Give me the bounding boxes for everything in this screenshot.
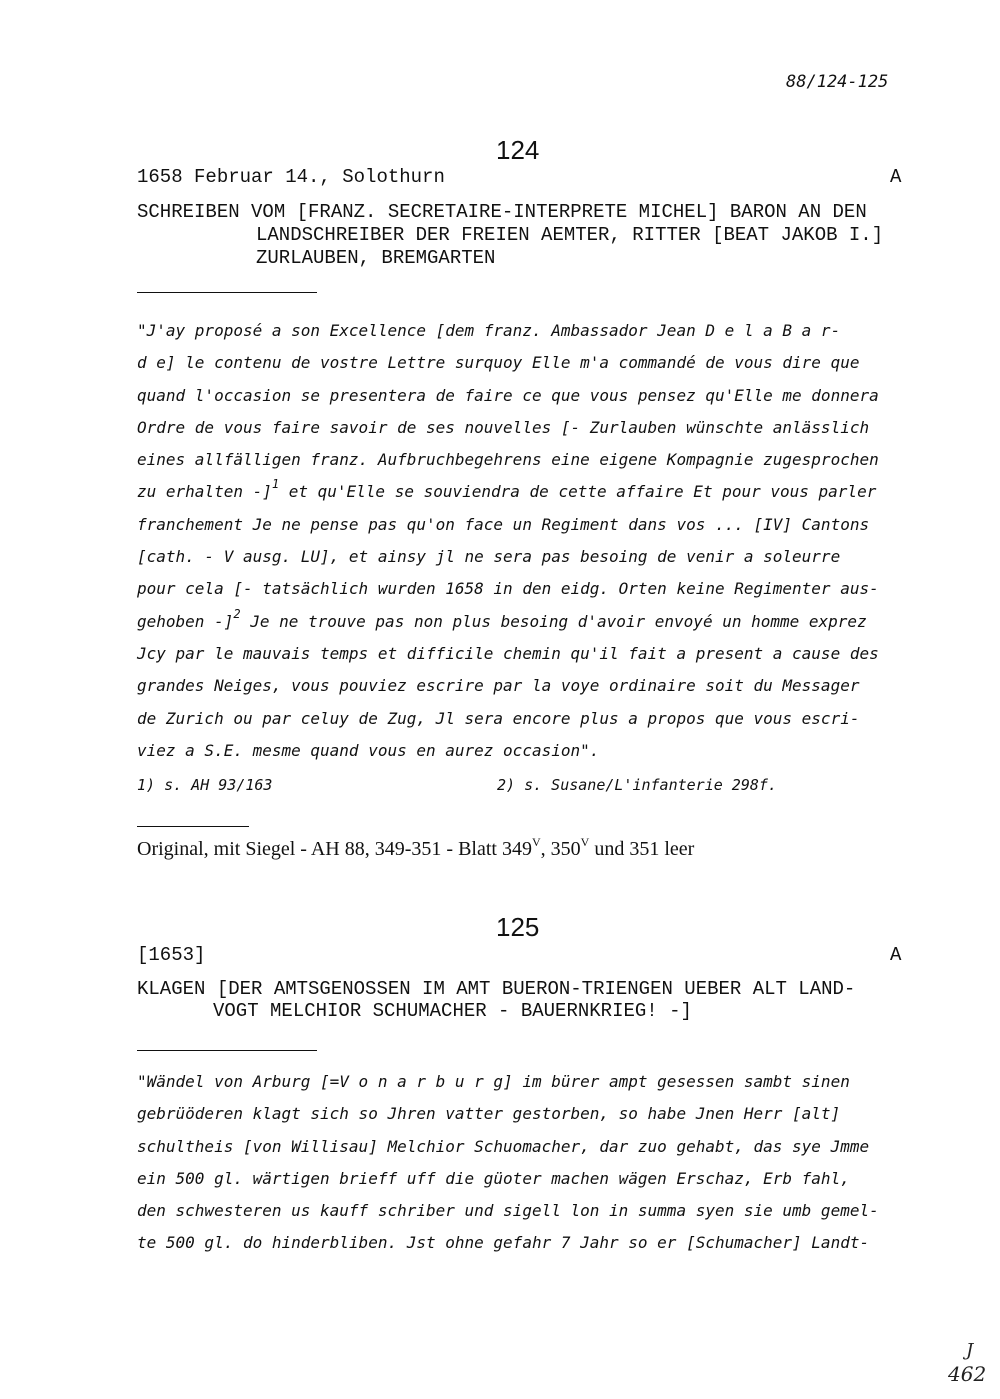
document-body-124 (137, 315, 925, 767)
footnote-marker-2: 2 (233, 606, 241, 621)
document-letter-124: A (890, 166, 902, 188)
body-line: quand l'occasion se presentera de faire ce que vous pensez qu'Elle me donnera (137, 385, 879, 405)
document-date-place-124: 1658 Februar 14., Solothurn (137, 166, 445, 188)
body-line: [cath. - V ausg. LU], et ainsy jl ne sera pas besoing de venir a soleurre (137, 547, 841, 567)
original-suffix: und 351 leer (589, 838, 695, 860)
original-source-note (137, 835, 695, 861)
body-line: Jcy par le mauvais temps et difficile chemin qu'il fait a present a cause des (137, 643, 879, 663)
body-line: Ordre de vous faire savoir de ses nouvelles [- Zurlauben wünschte anlässlich (137, 417, 870, 437)
body-line: te 500 gl. do hinderbliben. Jst ohne gefahr 7 Jahr so er [Schumacher] Landt- (137, 1233, 870, 1253)
body-line: d e] le contenu de vostre Lettre surquoy Elle m'a commandé de vous dire que (137, 353, 860, 373)
body-line: franchement Je ne pense pas qu'on face un Regiment dans vos ... [IV] Cantons (137, 514, 870, 534)
handwritten-page-number: 462 (948, 1362, 987, 1386)
separator-rule-original (137, 826, 249, 827)
regest-line-125-1: KLAGEN [DER AMTSGENOSSEN IM AMT BUERON-TRIENGEN UEBER ALT LAND- (137, 978, 856, 1000)
body-line: schultheis [von Willisau] Melchior Schuomacher, dar zuo gehabt, das sye Jmme (137, 1136, 870, 1156)
body-text-fragment: Je ne trouve pas non plus besoing d'avoir envoyé un homme exprez (240, 611, 867, 631)
body-text-fragment: zu erhalten -] (137, 482, 272, 502)
body-text-fragment: gehoben -] (137, 611, 234, 631)
footnote-2: 2) s. Susane/L'infanterie 298f. (497, 776, 777, 794)
body-line: ein 500 gl. wärtigen brieff uff die güoter machen wägen Erschaz, Erb fahl, (137, 1168, 850, 1188)
body-line: den schwesteren us kauff schriber und sigell lon in summa syen sie umb gemel- (137, 1201, 879, 1221)
document-date-place-125: [1653] (137, 944, 206, 966)
body-line: viez a S.E. mesme quand vous en aurez occasion". (137, 740, 600, 760)
regest-line-124-1: SCHREIBEN VOM [FRANZ. SECRETAIRE-INTERPRETE MICHEL] BARON AN DEN (137, 201, 867, 223)
original-mid: , 350 (540, 838, 581, 860)
body-line: "J'ay proposé a son Excellence [dem franz. Ambassador Jean D e l a B a r- (137, 321, 841, 340)
footnote-1: 1) s. AH 93/163 (137, 776, 273, 794)
verso-mark: V (580, 835, 590, 849)
verso-mark: V (531, 835, 541, 849)
body-line: grandes Neiges, vous pouviez escrire par la voye ordinaire soit du Messager (137, 676, 860, 696)
body-text-fragment: et qu'Elle se souviendra de cette affaire Et pour vous parler (279, 482, 877, 502)
regest-line-124-2: LANDSCHREIBER DER FREIEN AEMTER, RITTER [BEAT JAKOB I.] (256, 224, 884, 246)
body-line (137, 606, 925, 638)
document-letter-125: A (890, 944, 902, 966)
body-line: de Zurich ou par celuy de Zug, Jl sera encore plus a propos que vous escri- (137, 708, 860, 728)
separator-rule-124 (137, 292, 317, 293)
body-line: eines allfälligen franz. Aufbruchbegehrens eine eigene Kompagnie zugesprochen (137, 450, 879, 470)
body-line: pour cela [- tatsächlich wurden 1658 in den eidg. Orten keine Regimenter aus- (137, 579, 879, 599)
handwritten-check-mark: J (966, 1340, 974, 1361)
regest-line-125-2: VOGT MELCHIOR SCHUMACHER - BAUERNKRIEG! -] (213, 1000, 692, 1022)
footnote-marker-1: 1 (271, 477, 280, 492)
document-body-125 (137, 1066, 925, 1260)
document-number-124: 124 (496, 135, 540, 165)
page-reference: 88/124-125 (786, 72, 889, 92)
document-number-125: 125 (496, 912, 540, 942)
regest-line-124-3: ZURLAUBEN, BREMGARTEN (256, 247, 496, 269)
body-line: gebrüöderen klagt sich so Jhren vatter gestorben, so habe Jnen Herr [alt] (137, 1104, 841, 1124)
original-prefix: Original, mit Siegel - AH 88, 349-351 - Blatt 349 (137, 838, 532, 860)
separator-rule-125 (137, 1050, 317, 1051)
body-line (137, 476, 925, 508)
body-line: "Wändel von Arburg [=V o n a r b u r g] im bürer ampt gesessen sambt sinen (137, 1072, 850, 1091)
